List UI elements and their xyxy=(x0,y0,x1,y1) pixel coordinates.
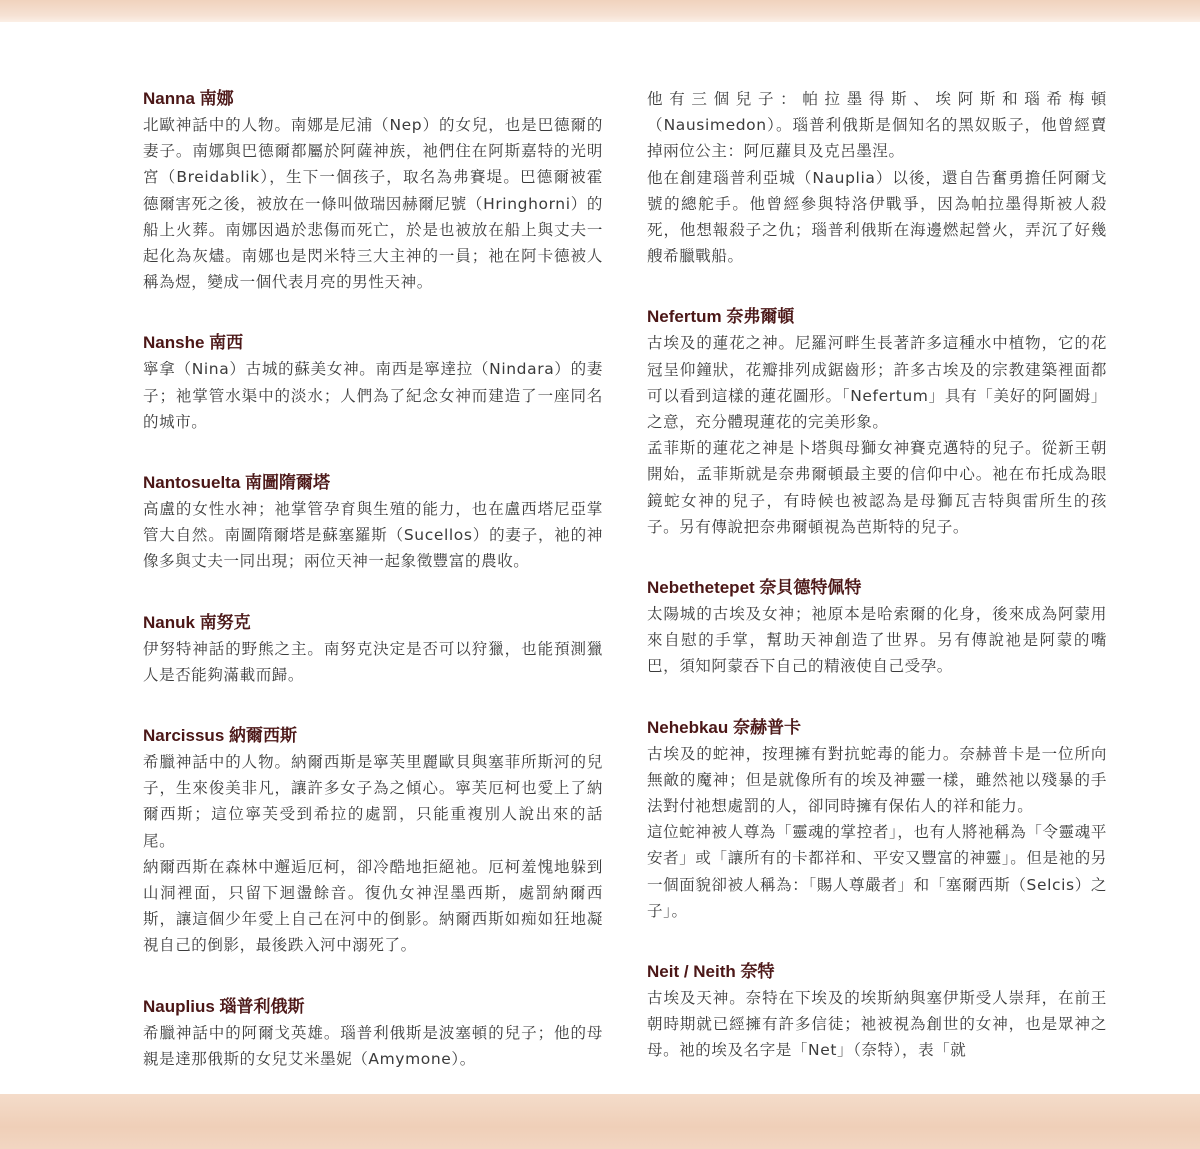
entry-nauplius xyxy=(143,994,603,1072)
entry-paragraph: 這位蛇神被人尊為「靈魂的掌控者」，也有人將祂稱為「令靈魂平安者」或「讓所有的卡都祥和、平安又豐富的神靈」。但是祂的另一個面貌卻被人稱為：「賜人尊嚴者」和「塞爾西斯（Selcis）之子」。 xyxy=(647,823,1107,920)
right-column xyxy=(647,86,1107,1064)
entry-title: Nauplius 瑙普利俄斯 xyxy=(143,996,305,1016)
entry-paragraph: 納爾西斯在森林中邂逅厄柯，卻冷酷地拒絕祂。厄柯羞愧地躲到山洞裡面，只留下迴盪餘音。復仇女神涅墨西斯，處罰納爾西斯，讓這個少年愛上自己在河中的倒影。納爾西斯如痴如狂地凝視自己的倒影，最後跌入河中溺死了。 xyxy=(143,857,603,955)
entry-nebethetepet xyxy=(647,575,1107,680)
entry-paragraph: 伊努特神話的野熊之主。南努克決定是否可以狩獵，也能預測獵人是否能夠滿載而歸。 xyxy=(143,639,603,684)
bottom-border-band xyxy=(0,1094,1200,1149)
top-border-band xyxy=(0,0,1200,22)
entry-title: Nefertum 奈弗爾頓 xyxy=(647,307,795,327)
entry-paragraph: 他在創建瑙普利亞城（Nauplia）以後，還自告奮勇擔任阿爾戈號的總舵手。他曾經參與特洛伊戰爭，因為帕拉墨得斯被人殺死，他想報殺子之仇；瑙普利俄斯在海邊燃起營火，弄沉了好幾艘希臘戰船。 xyxy=(647,168,1107,266)
entry-title: Neit / Neith 奈特 xyxy=(647,962,775,982)
entry-nanuk xyxy=(143,610,603,688)
entry-title: Nanuk 南努克 xyxy=(143,612,251,632)
entry-paragraph: 古埃及天神。奈特在下埃及的埃斯納與塞伊斯受人崇拜，在前王朝時期就已經擁有許多信徒；祂被視為創世的女神，也是眾神之母。祂的埃及名字是「Net」（奈特），表「就 xyxy=(647,989,1107,1060)
entry-nauplius-continued xyxy=(647,86,1107,269)
entry-paragraph: 孟菲斯的蓮花之神是卜塔與母獅女神賽克邁特的兒子。從新王朝開始，孟菲斯就是奈弗爾頓最主要的信仰中心。祂在布托成為眼鏡蛇女神的兒子，有時候也被認為是母獅瓦吉特與雷所生的孩子。另有傳說把奈弗爾頓視為芭斯特的兒子。 xyxy=(647,439,1107,536)
entry-paragraph: 古埃及的蛇神，按理擁有對抗蛇毒的能力。奈赫普卡是一位所向無敵的魔神；但是就像所有的埃及神靈一樣，雖然祂以殘暴的手法對付祂想處罰的人，卻同時擁有保佑人的祥和能力。 xyxy=(647,744,1107,816)
entry-title: Nanna 南娜 xyxy=(143,89,234,108)
entry-paragraph: 太陽城的古埃及女神；祂原本是哈索爾的化身，後來成為阿蒙用來自慰的手掌，幫助天神創造了世界。另有傳說祂是阿蒙的嘴巴，須知阿蒙吞下自己的精液使自己受孕。 xyxy=(647,605,1107,676)
entry-title: Nehebkau 奈赫普卡 xyxy=(647,717,801,737)
entry-title: Narcissus 納爾西斯 xyxy=(143,726,297,746)
entry-neith xyxy=(647,959,1107,1064)
entry-paragraph: 希臘神話中的阿爾戈英雄。瑙普利俄斯是波塞頓的兒子；他的母親是達那俄斯的女兒艾米墨妮（Amymone）。 xyxy=(143,1023,603,1068)
entry-paragraph: 古埃及的蓮花之神。尼羅河畔生長著許多這種水中植物，它的花冠呈仰鐘狀，花瓣排列成鋸齒形；許多古埃及的宗教建築裡面都可以看到這樣的蓮花圖形。「Nefertum」具有「美好的阿圖姆」之意，充分體現蓮花的完美形象。 xyxy=(647,334,1107,432)
entry-nefertum xyxy=(647,304,1107,540)
left-column xyxy=(143,86,603,1072)
entry-nanshe xyxy=(143,330,603,435)
entry-paragraph: 高盧的女性水神；祂掌管孕育與生殖的能力，也在盧西塔尼亞掌管大自然。南圖隋爾塔是蘇塞羅斯（Sucellos）的妻子，祂的神像多與丈夫一同出現；兩位天神一起象徵豐富的農收。 xyxy=(143,500,603,571)
entry-title: Nanshe 南西 xyxy=(143,333,244,353)
entry-paragraph: 北歐神話中的人物。南娜是尼浦（Nep）的女兒，也是巴德爾的妻子。南娜與巴德爾都屬於阿薩神族，祂們住在阿斯嘉特的光明宮（Breidablik），生下一個孩子，取名為弗賽堤。巴德爾被霍德爾害死之後，被放在一條叫做瑞因赫爾尼號（Hringhorni）的船上火葬。南娜因過於悲傷而死亡，於是也被放在船上與丈夫一起化為灰燼。南娜也是閃米特三大主神的一員；祂在阿卡德被人稱為煜，變成一個代表月亮的男性天神。 xyxy=(143,116,603,292)
entry-title: Nebethetepet 奈貝德特佩特 xyxy=(647,578,862,598)
entry-paragraph: 他有三個兒子：帕拉墨得斯、埃阿斯和瑙希梅頓（Nausimedon）。瑙普利俄斯是個知名的黑奴販子，他曾經賣掉兩位公主：阿厄蘿貝及克呂墨涅。 xyxy=(647,90,1107,161)
entry-paragraph: 寧拿（Nina）古城的蘇美女神。南西是寧達拉（Nindara）的妻子；祂掌管水渠中的淡水；人們為了紀念女神而建造了一座同名的城市。 xyxy=(143,360,603,431)
entry-paragraph: 希臘神話中的人物。納爾西斯是寧芙里麗歐貝與塞菲所斯河的兒子，生來俊美非凡，讓許多女子為之傾心。寧芙厄柯也愛上了納爾西斯；這位寧芙受到希拉的處罰，只能重複別人說出來的話尾。 xyxy=(143,753,603,850)
entry-narcissus xyxy=(143,723,603,959)
entry-nantosuelta xyxy=(143,470,603,575)
entry-nanna xyxy=(143,86,603,295)
entry-nehebkau xyxy=(647,715,1107,924)
entry-title: Nantosuelta 南圖隋爾塔 xyxy=(143,473,331,493)
